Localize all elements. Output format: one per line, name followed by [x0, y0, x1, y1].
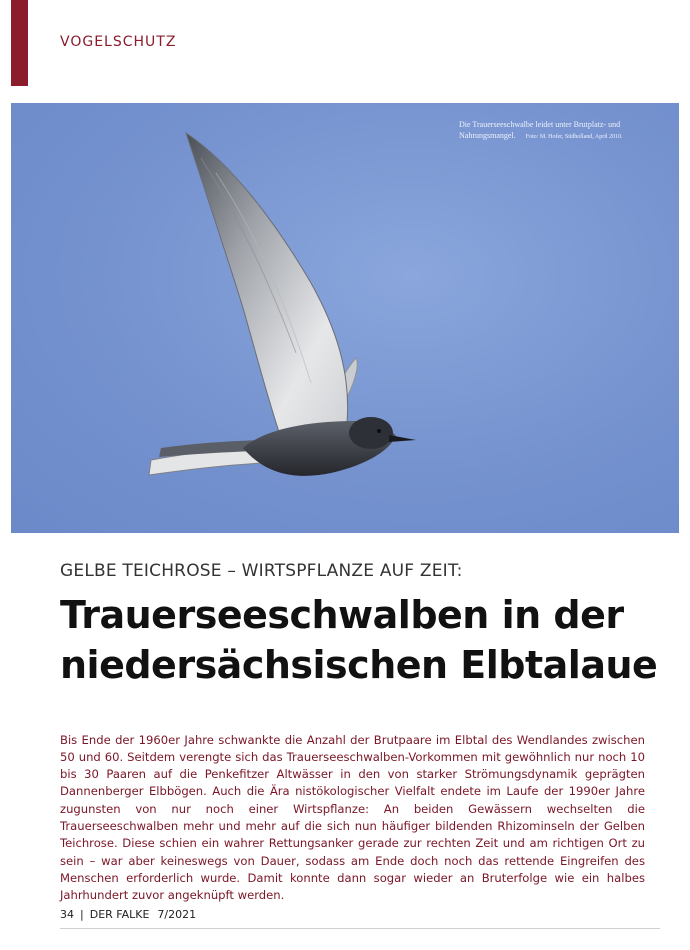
section-label: VOGELSCHUTZ — [60, 34, 177, 50]
article-kicker: GELBE TEICHROSE – WIRTSPFLANZE AUF ZEIT: — [60, 561, 463, 581]
footer-divider — [60, 928, 660, 929]
black-tern-illustration — [11, 103, 679, 533]
article-lead: Bis Ende der 1960er Jahre schwankte die Anzahl der Brutpaare im Elbtal des Wendlandes zwischen 50 und 60. Seitdem verengte sich das Trauerseeschwalben-Vorkommen mit gewöhnlich nur noch 10 bis 30 Paaren auf die Penkefitzer Altwässer in den von starker Strömungsdynamik geprägten Dannenberger Elbbögen. Auch die Ära nistökologischer Vielfalt endete im Laufe der 1990er Jahre zugunsten von nur noch einer Wirtspflanze: An beiden Gewässern wechselten die Trauerseeschwalben mehr und mehr auf die sich nun häufiger bildenden Rhizominseln der Gelben Teichrose. Diese schien ein wahrer Rettungsanker gerade zur rechten Zeit und am richtigen Ort zu sein – war aber keineswegs von Dauer, sodass am Ende doch noch das rettende Eingreifen des Menschen erforderlich wurde. Damit konnte dann sogar wieder an Bruterfolge wie ein halbes Jahrhundert zuvor angeknüpft werden. — [60, 732, 645, 903]
title-line-1: Trauerseeschwalben in der — [60, 593, 624, 637]
section-color-bar — [11, 0, 28, 86]
article-title — [60, 590, 670, 690]
footer-separator: | — [80, 908, 84, 921]
title-line-2: niedersächsischen Elbtalaue — [60, 643, 658, 687]
bird-photo — [11, 103, 679, 533]
caption-text: Die Trauerseeschwalbe leidet unter Brutplatz- und Nahrungsmangel. — [459, 120, 621, 140]
issue-number: 7/2021 — [157, 908, 197, 921]
page-number: 34 — [60, 908, 74, 921]
page-footer — [60, 908, 196, 921]
photo-caption — [459, 119, 669, 143]
magazine-name: DER FALKE — [89, 908, 150, 921]
photo-credit: Foto: M. Hofer, Südholland, April 2010. — [525, 134, 623, 140]
